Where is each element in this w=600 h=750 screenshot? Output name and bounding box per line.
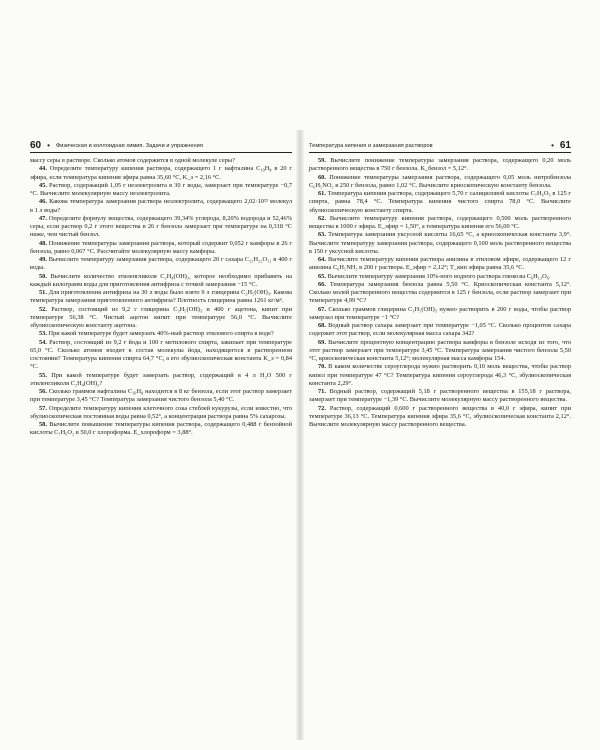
problem-number: 57. [39, 404, 47, 412]
right-running-title: Температура кипения и замерзания растворов [309, 142, 433, 149]
problem-text: Вычислите количество этиленгликоля C₂H₄(OH)₂, которое необходимо прибавить на каждый килограмм воды для приготовления антифриза с точкой замерзания −15 °С. [30, 272, 292, 288]
problem-paragraph [309, 231, 571, 256]
problem-paragraph [309, 273, 571, 281]
problem-number: 58. [39, 421, 47, 428]
problem-paragraph [309, 363, 571, 388]
problem-number: 49. [39, 256, 47, 263]
problem-text: Вычислите температуру замерзания раствора, содержащего 20 г сахара C₁₂H₂₂O₁₁ в 400 г воды. [30, 256, 292, 272]
problem-paragraph [309, 306, 571, 323]
left-running-header [30, 140, 292, 153]
problem-paragraph [309, 157, 571, 174]
left-page-body [30, 157, 292, 438]
problem-text: В каком количестве сероуглерода нужно растворить 0,10 моль вещества, чтобы раствор кипел при температуре 47 °С? Температура кипения сероуглерода 46,3 °С, эбулиоскопическая константа 2,29°. [309, 363, 571, 387]
problem-text: Водный раствор, содержащий 5,18 г растворенного вещества в 155,18 г раствора, замерзает при температуре −1,39 °С. Вычислите молекулярную массу растворенного вещества. [309, 388, 571, 404]
problem-paragraph [30, 405, 292, 422]
problem-paragraph [309, 281, 571, 306]
problem-text: Температура замерзания бензола равна 5,50 °С. Криоскопическая константа 5,12°. Сколько молей растворенного вещества содержится в 125 г бензола, если раствор замерзает при температуре 4,99 °С? [309, 280, 571, 305]
problem-paragraph [30, 273, 292, 290]
problem-paragraph [30, 165, 292, 182]
right-page-body [309, 157, 571, 429]
problem-paragraph [30, 388, 292, 405]
problem-text: При какой температуре будет замерзать 40%-ный раствор этилового спирта в воде? [48, 330, 274, 338]
problem-number: 52. [39, 305, 47, 313]
problem-text: Вычислите температуру кипения раствора анилина в этиловом эфире, содержащего 12 г анилина C₆H₅NH₂ в 200 г раствора. E_эфир = 2,12°; T_кип эфира равна 35,6 °С. [309, 256, 571, 272]
problem-paragraph [30, 306, 292, 331]
problem-paragraph [309, 322, 571, 339]
problem-paragraph [30, 182, 292, 199]
problem-text: Сколько граммов глицерина C₃H₅(OH)₃ нужно растворить в 200 г воды, чтобы раствор замерзал при температуре −1 °С? [309, 305, 571, 321]
header-bullet-icon: • [551, 141, 554, 150]
problem-text: Определите формулу вещества, содержащего 39,34% углерода, 8,20% водорода и 52,46% серы, если раствор 0,2 г этого вещества в 26 г бензола замерзает при температуре на 0,318 °С ниже, чем чистый бензол. [30, 214, 292, 239]
problem-number: 70. [318, 363, 326, 371]
problem-number: 45. [39, 181, 47, 189]
left-page [30, 140, 292, 738]
problem-number: 47. [39, 214, 47, 222]
problem-paragraph [30, 240, 292, 257]
problem-text: Вычислите процентную концентрацию раствора камфоры в бензоле исходя из того, что этот раствор замерзает при температуре 3,45 °С. Температура замерзания чистого бензола 5,50 °С, криоскопическая константа 5,12°; молекулярная масса камфоры 154. [309, 338, 571, 362]
problem-number: 63. [318, 231, 326, 239]
problem-text: Раствор, состоящий из 9,2 г йода и 100 г метилового спирта, закипает при температуре 65,0 °С. Сколько атомов входит в состав молекулы йода, находящегося в растворенном состоянии? Температура кипения спирта 64,7 °С, а его эбулиоскопическая константа K_э = 0,84 °С. [30, 338, 292, 371]
problem-number: 69. [318, 338, 326, 346]
problem-number: 46. [39, 198, 47, 206]
problem-number: 72. [318, 404, 326, 412]
problem-paragraph [30, 198, 292, 215]
problem-paragraph [30, 157, 292, 165]
problem-number: 66. [318, 280, 326, 288]
problem-paragraph [30, 421, 292, 438]
problem-text: Температура кипения раствора, содержащего 5,70 г салициловой кислоты C₇H₆O₃ в 125 г спирта, равна 78,4 °С. Температура кипения чистого спирта 78,0 °С. Вычислите эбулиоскопическую константу спирта. [309, 190, 571, 214]
problem-text: Температура замерзания уксусной кислоты 16,65 °С, а криоскопическая константа 3,9°. Вычислите температуру замерзания раствора, содержащего 0,100 моль растворенного вещества в 150 г уксусной кислоты. [309, 231, 571, 255]
problem-text: массу серы в растворе. Сколько атомов содержится в одной молекуле серы? [30, 157, 235, 164]
problem-text: Вычислите температуру кипения раствора, содержащего 0,500 моль растворенного вещества в 1000 г эфира. E_эфир = 1,50°, а температура кипения его 56,00 °С. [309, 214, 571, 230]
right-running-header [309, 140, 571, 153]
problem-text: Определите температуру кипения раствора, содержащего 1 г нафталина C₁₀H₈ в 20 г эфира, если температура кипения эфира равна 35,60 °С, K_э = 2,16 °С. [30, 165, 292, 181]
problem-paragraph [30, 215, 292, 240]
problem-text: Для приготовления антифриза на 30 л воды было взято 9 л глицерина C₃H₅(OH)₃. Какова температура замерзания приготовленного антифриза? Плотность глицерина равна 1261 кг/м³. [30, 289, 292, 305]
problem-text: Вычислите температуру замерзания 10%-ного водного раствора глюкозы C₆H₁₂O₆. [327, 272, 551, 280]
book-gutter [296, 130, 304, 740]
problem-paragraph [309, 405, 571, 430]
problem-text: Раствор, содержащий 0,600 г растворенного вещества в 40,0 г эфира, кипит при температуре 36,13 °С. Температура кипения эфира 35,6 °С, эбулиоскопическая константа 2,12°. Вычислите молекулярную массу растворенного вещества. [309, 404, 571, 428]
left-page-number: 60 [30, 140, 42, 151]
right-page [309, 140, 571, 738]
problem-text: Понижение температуры замерзания раствора, содержащего 0,05 моль нитробензола C₆H₅NO₂ в 250 г бензола, равно 1,02 °С. Вычислите криоскопическую константу бензола. [309, 173, 571, 189]
problem-paragraph [30, 372, 292, 389]
problem-number: 59. [318, 157, 326, 164]
problem-number: 55. [39, 371, 47, 379]
problem-number: 67. [318, 305, 326, 313]
problem-paragraph [30, 339, 292, 372]
problem-number: 61. [318, 190, 326, 197]
problem-text: Сколько граммов нафталина C₁₀H₈ находится в 8 кг бензола, если этот раствор замерзает при температуре 3,45 °С? Температура замерзания чистого бензола 5,40 °С. [30, 388, 292, 404]
header-bullet-icon: • [47, 141, 50, 150]
problem-paragraph [30, 256, 292, 273]
problem-number: 71. [318, 388, 326, 395]
problem-number: 54. [39, 338, 47, 346]
problem-text: Вычислите повышение температуры кипения раствора, содержащего 0,488 г бензойной кислоты C₇H₆O₂ в 50,0 г хлороформа. E_хлороформ = 3,88°. [30, 421, 292, 437]
problem-number: 50. [39, 272, 47, 280]
problem-number: 65. [318, 272, 326, 280]
left-running-title: Физическая и коллоидная химия. Задачи и упражнения [55, 142, 203, 149]
problem-number: 68. [318, 322, 326, 329]
problem-number: 44. [39, 165, 47, 173]
problem-text: Раствор, содержащий 1,05 г неэлектролита в 30 г воды, замерзает при температуре −0,7 °С. Вычислите молекулярную массу неэлектролита. [30, 181, 292, 197]
problem-number: 62. [318, 214, 326, 222]
problem-paragraph [309, 388, 571, 405]
problem-number: 51. [39, 289, 47, 296]
problem-paragraph [309, 190, 571, 215]
problem-text: Раствор, состоящий из 9,2 г глицерина C₃H₅(OH)₃ и 400 г ацетона, кипит при температуре 56,38 °С. Чистый ацетон кипит при температуре 56,0 °С. Вычислите эбулиоскопическую константу ацетона. [30, 305, 292, 329]
problem-text: Определите температуру кипения клеточного сока стеблей кукурузы, если известно, что эбулиоскопическая постоянная воды равна 0,52°, а концентрация раствора равна 5% сахарозы. [30, 404, 292, 420]
problem-paragraph [30, 289, 292, 306]
problem-paragraph [30, 330, 292, 338]
problem-number: 48. [39, 239, 47, 247]
problem-paragraph [309, 174, 571, 191]
problem-text: Какова температура замерзания раствора неэлектролита, содержащего 2,02·10²³ молекул в 1 л воды? [30, 198, 292, 214]
problem-number: 60. [318, 173, 326, 181]
problem-text: Водный раствор сахара замерзает при температуре −1,05 °С. Сколько процентов сахара содержит этот раствор, если молекулярная масса сахара 342? [309, 322, 571, 338]
problem-paragraph [309, 215, 571, 232]
problem-number: 53. [39, 330, 47, 338]
problem-number: 64. [318, 256, 326, 263]
problem-paragraph [309, 339, 571, 364]
problem-text: Вычислите понижение температуры замерзания раствора, содержащего 0,20 моль растворенного вещества в 750 г бензола. K_бензол = 5,12°. [309, 157, 571, 173]
problem-paragraph [309, 256, 571, 273]
problem-text: Понижение температуры замерзания раствора, который содержит 0,052 г камфоры в 26 г бензола, равно 0,067 °С. Рассчитайте молекулярную массу камфоры. [30, 239, 292, 255]
right-page-number: 61 [559, 140, 571, 151]
problem-number: 56. [39, 388, 47, 395]
problem-text: При какой температуре будет замерзать раствор, содержащий в 4 л H₂O 500 г этиленгликоля C₂H₄(OH)₂? [30, 371, 292, 387]
